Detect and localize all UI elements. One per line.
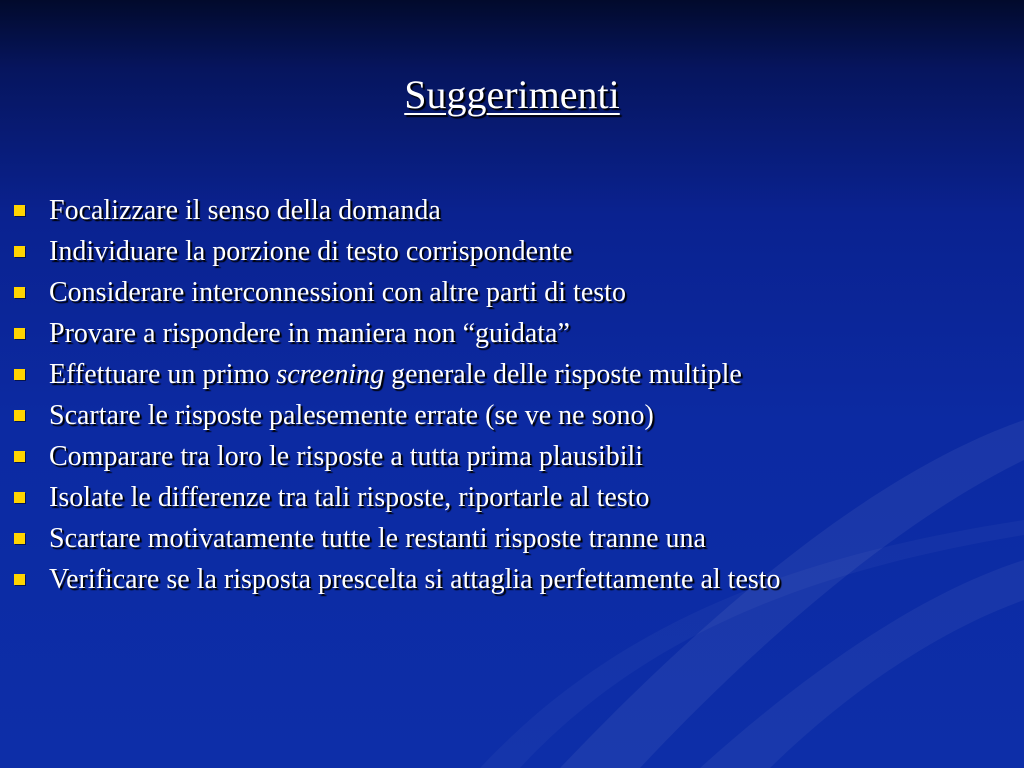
bullet-text: Considerare interconnessioni con altre parti di testo	[49, 277, 626, 308]
square-bullet-icon	[14, 574, 25, 585]
square-bullet-icon	[14, 246, 25, 257]
square-bullet-icon	[14, 492, 25, 503]
bullet-text: Comparare tra loro le risposte a tutta prima plausibili	[49, 441, 644, 472]
bullet-text: Provare a rispondere in maniera non “guidata”	[49, 318, 570, 349]
bullet-text: Focalizzare il senso della domanda	[49, 195, 441, 226]
bullet-text-emphasis: screening	[276, 359, 385, 390]
square-bullet-icon	[14, 533, 25, 544]
bullet-item	[12, 477, 1012, 518]
bullet-item	[12, 313, 1012, 354]
bullet-item	[12, 395, 1012, 436]
square-bullet-icon	[14, 205, 25, 216]
bullet-item	[12, 272, 1012, 313]
square-bullet-icon	[14, 369, 25, 380]
bullet-text: Scartare motivatamente tutte le restanti risposte tranne una	[49, 523, 706, 554]
square-bullet-icon	[14, 328, 25, 339]
bullet-text: Individuare la porzione di testo corrispondente	[49, 236, 573, 267]
slide-title: Suggerimenti	[404, 72, 620, 117]
bullet-text: Isolate le differenze tra tali risposte, riportarle al testo	[49, 482, 650, 513]
bullet-item	[12, 231, 1012, 272]
bullet-item	[12, 436, 1012, 477]
square-bullet-icon	[14, 410, 25, 421]
bullet-text: Verificare se la risposta prescelta si attaglia perfettamente al testo	[49, 564, 781, 595]
bullet-item	[12, 518, 1012, 559]
bullet-item	[12, 354, 1012, 395]
bullet-list	[12, 190, 1012, 600]
bullet-item	[12, 559, 1012, 600]
square-bullet-icon	[14, 451, 25, 462]
bullet-text: Scartare le risposte palesemente errate (se ve ne sono)	[49, 400, 654, 431]
bullet-text-before: Effettuare un primo	[49, 359, 277, 390]
bullet-item	[12, 190, 1012, 231]
square-bullet-icon	[14, 287, 25, 298]
bullet-text-after: generale delle risposte multiple	[384, 359, 742, 390]
